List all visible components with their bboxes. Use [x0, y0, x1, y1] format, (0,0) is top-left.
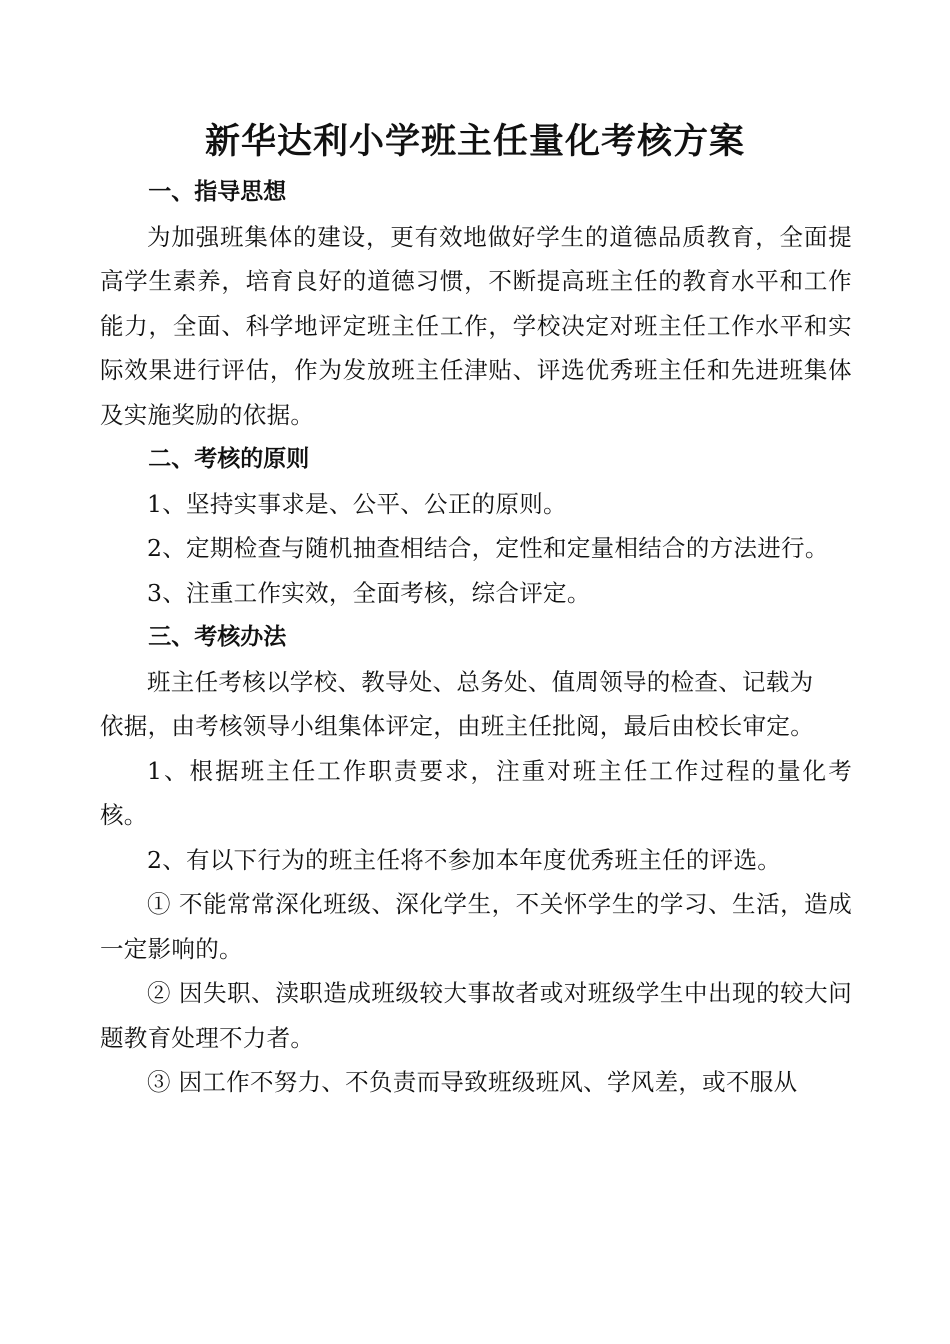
paragraph-method-1: 1、根据班主任工作职责要求，注重对班主任工作过程的量化考核。 — [100, 756, 852, 829]
paragraph-guiding-thought: 为加强班集体的建设，更有效地做好学生的道德品质教育，全面提高学生素养，培育良好的道德习惯，不断提高班主任的教育水平和工作能力，全面、科学地评定班主任工作，学校决定对班主任工作水平和实际效果进行评估，作为发放班主任津贴、评选优秀班主任和先进班集体及实施奖励的依据。 — [100, 222, 852, 429]
section-heading-guiding-thought: 一、指导思想 — [148, 179, 287, 205]
list-item-condition-2: ② 因失职、渎职造成班级较大事故者或对班级学生中出现的较大问题教育处理不力者。 — [100, 979, 852, 1052]
paragraph-methods-intro: 班主任考核以学校、教导处、总务处、值周领导的检查、记载为依据，由考核领导小组集体评定，由班主任批阅，最后由校长审定。 — [100, 667, 814, 740]
document-title: 新华达利小学班主任量化考核方案 — [204, 122, 745, 162]
paragraph-principle-2: 2、定期检查与随机抽查相结合，定性和定量相结合的方法进行。 — [147, 534, 829, 562]
section-heading-principles: 二、考核的原则 — [148, 446, 310, 472]
list-item-condition-3: ③ 因工作不努力、不负责而导致班级班风、学风差，或不服从 — [147, 1068, 798, 1096]
paragraph-principle-1: 1、坚持实事求是、公平、公正的原则。 — [147, 489, 567, 518]
section-heading-methods: 三、考核办法 — [148, 624, 287, 650]
document-body — [100, 170, 852, 1105]
paragraph-method-2: 2、有以下行为的班主任将不参加本年度优秀班主任的评选。 — [147, 845, 782, 874]
paragraph-principle-3: 3、注重工作实效，全面考核，综合评定。 — [147, 578, 591, 607]
list-item-condition-1: ① 不能常常深化班级、深化学生，不关怀学生的学习、生活，造成一定影响的。 — [100, 890, 852, 963]
